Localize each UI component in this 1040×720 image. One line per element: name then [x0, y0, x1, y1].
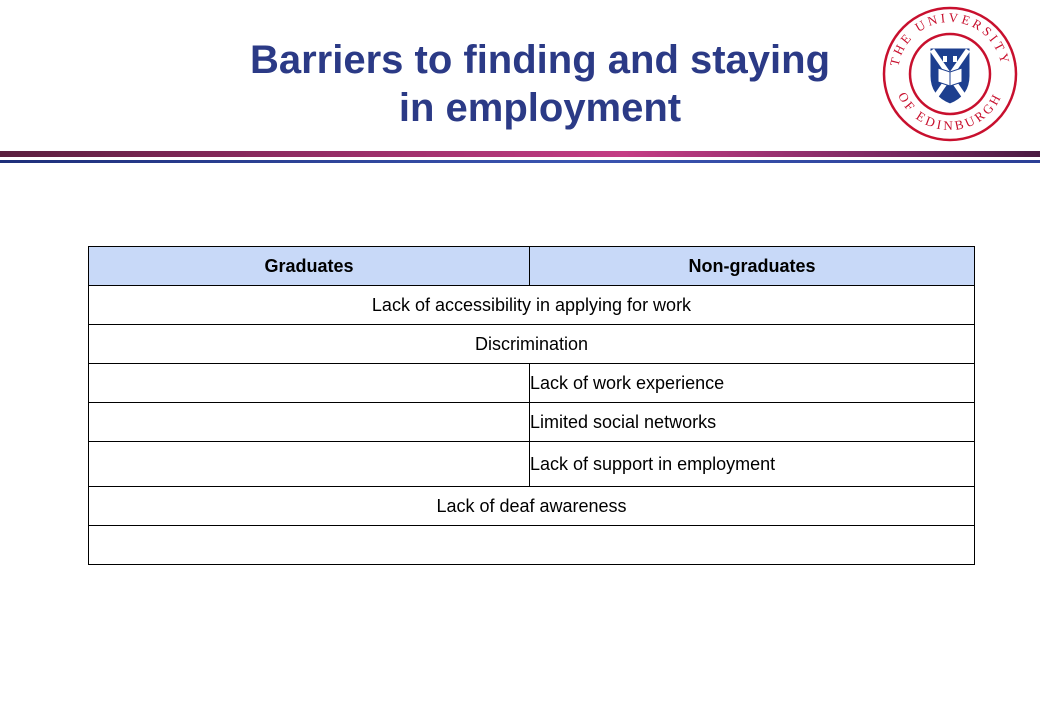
graduates-cell — [89, 403, 530, 442]
shield-icon — [930, 48, 970, 104]
non-graduates-cell: Limited social networks — [530, 403, 975, 442]
table-header-row — [89, 247, 975, 286]
table-row — [89, 487, 975, 526]
title-line-2: in employment — [398, 86, 682, 130]
table-row — [89, 364, 975, 403]
castle-icon — [943, 56, 947, 62]
table-row — [89, 442, 975, 487]
logo-text-top: THE UNIVERSITY — [886, 9, 1014, 68]
logo-text-bottom: OF EDINBURGH — [895, 89, 1005, 134]
graduates-cell — [89, 442, 530, 487]
table-row — [89, 403, 975, 442]
non-graduates-cell: Lack of support in employment — [530, 442, 975, 487]
shared-barrier-cell: Discrimination — [89, 325, 975, 364]
header-rule-blue — [0, 160, 1040, 163]
table-row — [89, 286, 975, 325]
shared-barrier-cell: Lack of accessibility in applying for work — [89, 286, 975, 325]
non-graduates-cell: Lack of work experience — [530, 364, 975, 403]
shared-barrier-cell: Lack of deaf awareness — [89, 487, 975, 526]
slide-title — [180, 36, 900, 132]
title-line-1: Barriers to finding and staying — [249, 38, 831, 82]
table-row — [89, 325, 975, 364]
header-rule-magenta — [0, 151, 1040, 157]
empty-cell — [89, 526, 975, 565]
university-of-edinburgh-logo — [880, 4, 1020, 144]
header-non-graduates: Non-graduates — [530, 247, 975, 286]
graduates-cell — [89, 364, 530, 403]
header-graduates: Graduates — [89, 247, 530, 286]
barriers-table — [88, 246, 975, 565]
table-row — [89, 526, 975, 565]
